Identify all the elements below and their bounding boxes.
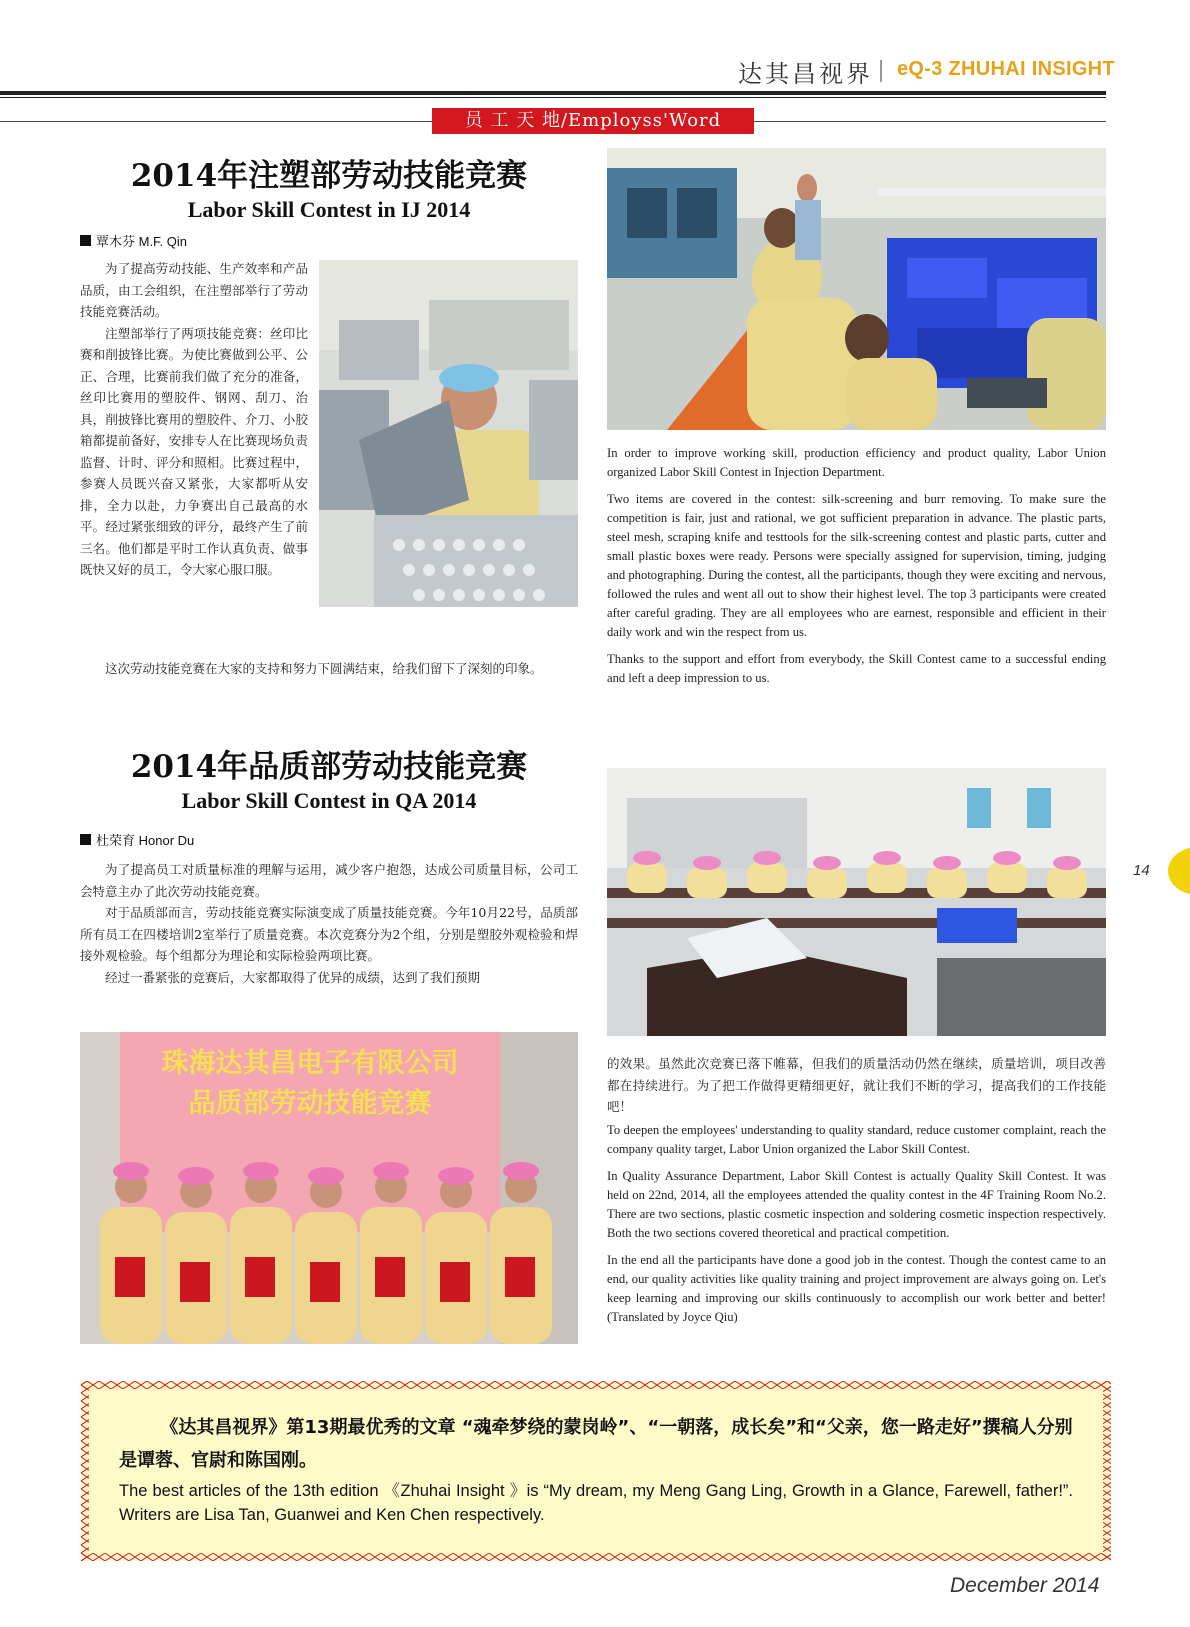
article1-cn-p2: 注塑部举行了两项技能竞赛：丝印比赛和削披锋比赛。为使比赛做到公平、公正、合理，比赛前我们做了充分的准备，丝印比赛用的塑胶件、钢网、刮刀、治具，削披锋比赛用的塑胶件、介刀、小胶箱都提前备好，安排专人在比赛现场负责监督、计时、评分和照相。比赛过程中，参赛人员既兴奋又紧张，大家都听从安排，全力以赴，力争赛出自己最高的水平。经过紧张细致的评分，最终产生了前三名。他们都是平时工作认真负责、做事既快又好的员工，令大家心服口服。 xyxy=(80,325,308,577)
byline-square-icon xyxy=(80,834,91,845)
article2-en-p3: In the end all the participants have done a good job in the contest. Though the contest came to an end, our quality activities like quality training and project improvement are always going on. Let's keep learning and improving our skills continuously to accomplish our work better and better! (Translated by Joyce Qiu) xyxy=(607,1253,1106,1324)
article1-en-p3: Thanks to the support and effort from everybody, the Skill Contest came to a successful ending and left a deep impression to us. xyxy=(607,652,1106,685)
article1-photo-line xyxy=(607,148,1106,430)
section-label: 员 工 天 地/Employss'Word xyxy=(432,108,754,134)
article2-en-p2: In Quality Assurance Department, Labor Skill Contest is actually Quality Skill Contest. It was held on 22nd, 2014, all the employees attended the quality contest in the 4F Training Room No.2. There are two sections, plastic cosmetic inspection and soldering cosmetic inspection respectively. Both the two sections covered theoretical and practical competition. xyxy=(607,1169,1106,1240)
article1-title-cn: 2014年注塑部劳动技能竞赛 xyxy=(130,158,528,194)
header-rule-thin xyxy=(0,97,1106,98)
article2-title-en: Labor Skill Contest in QA 2014 xyxy=(181,788,477,813)
page-number: 14 xyxy=(1133,862,1150,879)
article2-en-col xyxy=(607,1121,1106,1335)
magazine-title-cn: 达其昌视界 xyxy=(738,60,873,88)
header-separator xyxy=(880,60,882,82)
article2-author: 杜荣育 Honor Du xyxy=(96,833,195,848)
notice-text-cn: 《达其昌视界》第13期最优秀的文章 “魂牵梦绕的蒙岗岭”、“一朝落，成长矣”和“父亲，您一路走好”撰稿人分别是谭蓉、官尉和陈国刚。 xyxy=(119,1417,1073,1471)
article1-title-en: Labor Skill Contest in IJ 2014 xyxy=(187,197,471,222)
notice-box xyxy=(81,1381,1111,1561)
article2-cn-p2: 对于品质部而言，劳动技能竞赛实际演变成了质量技能竞赛。今年10月22号，品质部所有员工在四楼培训2室举行了质量竞赛。本次竞赛分为2个组，分别是塑胶外观检验和焊接外观检验。每个组都分为理论和实际检验两项比赛。 xyxy=(80,905,578,963)
banner-line2: 品质部劳动技能竞赛 xyxy=(188,1088,432,1119)
article1-cn-p3: 这次劳动技能竞赛在大家的支持和努力下圆满结束，给我们留下了深刻的印象。 xyxy=(105,661,543,676)
article1-cn-end xyxy=(80,658,578,680)
page-tab-marker xyxy=(1168,847,1190,895)
article2-cn-p3a: 经过一番紧张的竞赛后，大家都取得了优异的成绩，达到了我们预期 xyxy=(105,969,481,985)
article1-cn-p1: 为了提高劳动技能、生产效率和产品品质，由工会组织，在注塑部举行了劳动技能竞赛活动。 xyxy=(80,261,308,319)
article2-photo-classroom xyxy=(607,768,1106,1036)
article2-byline xyxy=(80,830,194,849)
article1-en-col xyxy=(607,444,1106,696)
magazine-title-en: eQ-3 ZHUHAI INSIGHT xyxy=(897,58,1115,80)
article2-title-cn: 2014年品质部劳动技能竞赛 xyxy=(130,749,528,785)
notice-text-en: The best articles of the 13th edition 《Zhuhai Insight 》is “My dream, my Meng Gang Ling, Growth in a Glance, Farewell, father!”. Writers are Lisa Tan, Guanwei and Ken Chen respectively. xyxy=(119,1482,1073,1524)
article1-author: 覃木芬 M.F. Qin xyxy=(96,234,188,249)
article2-cn-p1: 为了提高员工对质量标准的理解与运用，减少客户抱怨，达成公司质量目标，公司工会特意主办了此次劳动技能竞赛。 xyxy=(80,862,578,899)
article2-en-p1: To deepen the employees' understanding to quality standard, reduce customer complaint, reach the company quality target, Labor Union organized the Labor Skill Contest. xyxy=(607,1123,1106,1156)
article2-cn-col xyxy=(80,859,578,988)
banner-line1: 珠海达其昌电子有限公司 xyxy=(161,1048,459,1079)
article1-byline xyxy=(80,231,187,250)
article1-cn-col xyxy=(80,258,308,581)
article1-photo-worker xyxy=(319,260,578,607)
article2-cn-p3b: 的效果。虽然此次竞赛已落下帷幕，但我们的质量活动仍然在继续，质量培训，项目改善都在持续进行。为了把工作做得更精细更好，就让我们不断的学习，提高我们的工作技能吧！ xyxy=(607,1056,1106,1114)
article1-en-p1: In order to improve working skill, production efficiency and product quality, Labor Union organized Labor Skill Contest in Injection Department. xyxy=(607,446,1106,479)
byline-square-icon xyxy=(80,235,91,246)
header-rule-thick xyxy=(0,91,1106,95)
issue-date: December 2014 xyxy=(950,1574,1100,1597)
article2-photo-group xyxy=(80,1032,578,1344)
article1-en-p2: Two items are covered in the contest: silk-screening and burr removing. To make sure the competition is fair, just and rational, we got sufficient preparation in advance. The plastic parts, steel mesh, scraping knife and testtools for the silk-screening contest and plastic parts, cutter and small plastic boxes were ready. Persons were specially assigned for supervision, timing, judging and photographing. During the contest, all the participants, though they were exciting and nervous, followed the rules and went all out to show their highest level. The top 3 participants were created after careful grading. They are all employees who are earnest, responsible and efficient in their daily work and win the respect from us. xyxy=(607,492,1106,639)
article2-cn-cont xyxy=(607,1053,1106,1118)
